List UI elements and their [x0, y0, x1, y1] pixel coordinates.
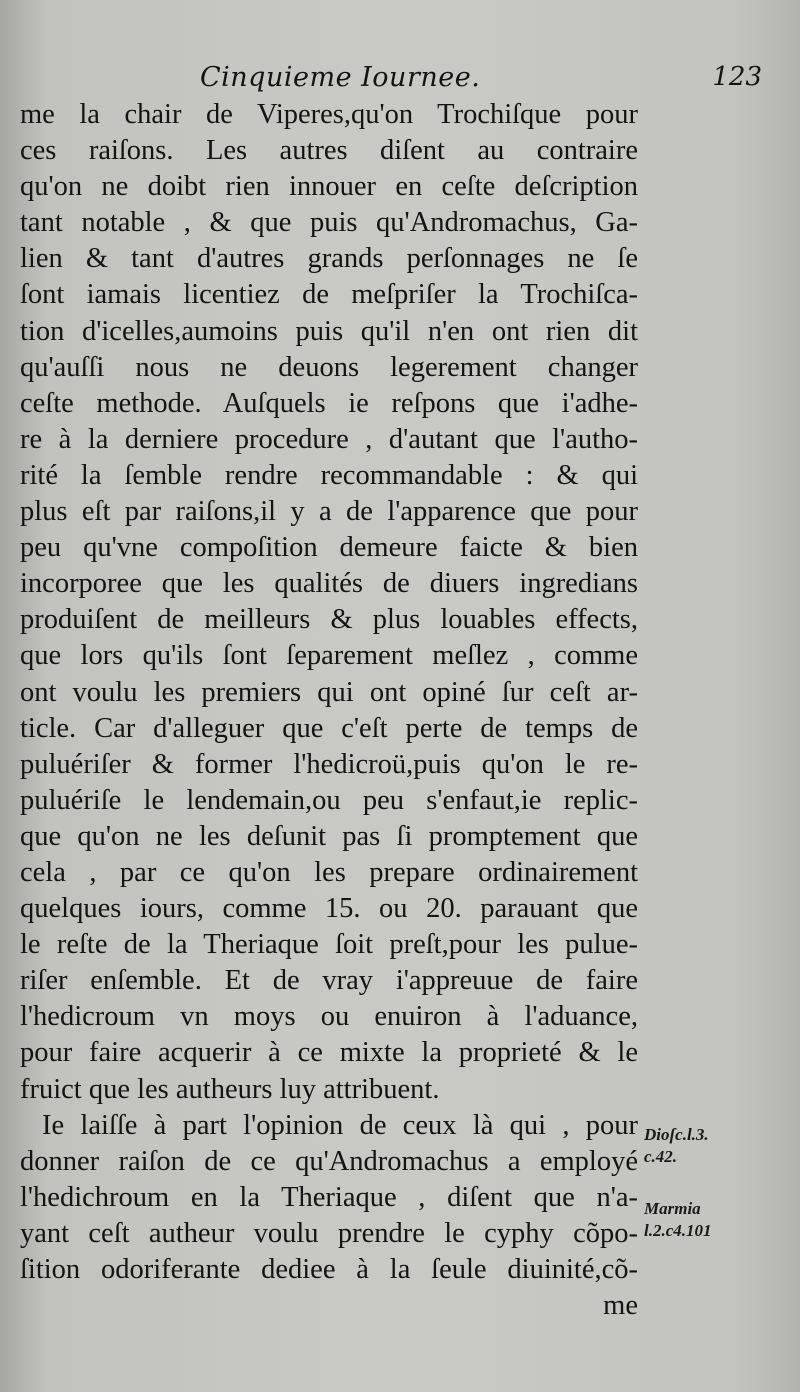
text-line: quelques iours, comme 15. ou 20. parauant que: [20, 893, 638, 925]
text-line: yant ceſt autheur voulu prendre le cyphy cõpo-: [20, 1217, 638, 1249]
catchword: me: [603, 1290, 638, 1322]
text-line: ticle. Car d'alleguer que c'eſt perte de temps de: [20, 712, 638, 744]
text-line: puluériſer & former l'hedicroü,puis qu'on le re-: [20, 748, 638, 780]
text-line: ces raiſons. Les autres diſent au contraire: [20, 135, 638, 167]
text-line: ont voulu les premiers qui ont opiné ſur ceſt ar-: [20, 676, 638, 708]
running-title: Cinquieme Iournee.: [200, 62, 481, 93]
text-line: l'hedichroum en la Theriaque , diſent que n'a-: [20, 1181, 638, 1213]
body-text: [20, 97, 638, 1324]
text-line: ceſte methode. Auſquels ie reſpons que i'adhe-: [20, 387, 638, 419]
text-line: que qu'on ne les deſunit pas ſi promptement que: [20, 820, 638, 852]
margin-note: Dioſc.l.3.: [644, 1125, 709, 1144]
text-line: peu qu'vne compoſition demeure faicte & bien: [20, 532, 638, 564]
text-line: tion d'icelles,aumoins puis qu'il n'en ont rien dit: [20, 315, 638, 347]
text-line: Ie laiſſe à part l'opinion de ceux là qui , pour: [42, 1109, 638, 1141]
text-line: qu'on ne doibt rien innouer en ceſte deſcription: [20, 171, 638, 203]
text-line: ſont iamais licentiez de meſpriſer la Trochiſca-: [20, 279, 638, 311]
text-line: plus eſt par raiſons,il y a de l'apparence que pour: [20, 496, 638, 528]
text-line: donner raiſon de ce qu'Andromachus a employé: [20, 1145, 638, 1177]
text-line: me la chair de Viperes,qu'on Trochiſque pour: [20, 99, 638, 130]
text-line: incorporee que les qualités de diuers ingredians: [20, 568, 638, 600]
text-line: riſer enſemble. Et de vray i'appreuue de faire: [20, 965, 638, 997]
text-line: rité la ſemble rendre recommandable : & qui: [20, 459, 638, 491]
text-line: l'hedicroum vn moys ou enuiron à l'aduance,: [20, 1001, 638, 1033]
text-line: lien & tant d'autres grands perſonnages ne ſe: [20, 243, 638, 275]
text-line: pour faire acquerir à ce mixte la proprieté & le: [20, 1037, 638, 1069]
text-line: ſition odoriferante dediee à la ſeule diuinité,cõ-: [20, 1254, 638, 1285]
margin-note: l.2.c4.101: [644, 1221, 712, 1240]
margin-note: c.42.: [644, 1147, 678, 1166]
text-line: re à la derniere procedure , d'autant que l'autho-: [20, 423, 638, 455]
text-line: cela , par ce qu'on les prepare ordinairement: [20, 856, 638, 888]
text-line: qu'auſſi nous ne deuons legerement changer: [20, 351, 638, 383]
margin-note: Marmia: [644, 1199, 701, 1218]
text-line: le reſte de la Theriaque ſoit preſt,pour les pulue-: [20, 929, 638, 961]
text-line: produiſent de meilleurs & plus louables effects,: [20, 604, 638, 636]
text-line: tant notable , & que puis qu'Andromachus, Ga-: [20, 207, 638, 239]
margin-notes: [644, 1124, 794, 1242]
text-line: puluériſe le lendemain,ou peu s'enfaut,ie replic-: [20, 784, 638, 816]
page-number: 123: [712, 62, 762, 92]
page-header: [200, 62, 762, 102]
text-line: que lors qu'ils ſont ſeparement meſlez , comme: [20, 640, 638, 672]
text-line: fruict que les autheurs luy attribuent.: [20, 1073, 440, 1105]
